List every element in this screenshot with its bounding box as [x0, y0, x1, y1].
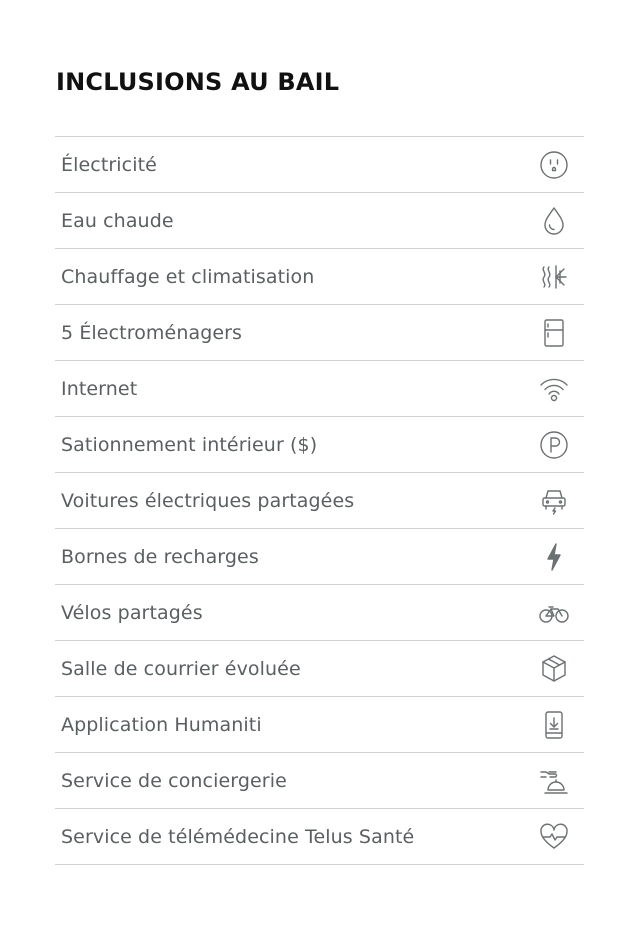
list-item — [55, 417, 584, 473]
lightning-icon — [538, 541, 570, 573]
package-icon — [538, 653, 570, 685]
list-item — [55, 529, 584, 585]
list-item — [55, 361, 584, 417]
refrigerator-icon — [538, 317, 570, 349]
list-item-label: Service de conciergerie — [61, 769, 287, 792]
concierge-icon — [538, 765, 570, 797]
list-item-label: Vélos partagés — [61, 601, 203, 624]
inclusions-list — [55, 136, 584, 865]
list-item — [55, 585, 584, 641]
list-item — [55, 193, 584, 249]
parking-icon — [538, 429, 570, 461]
list-item — [55, 473, 584, 529]
list-item — [55, 753, 584, 809]
list-item-label: Chauffage et climatisation — [61, 265, 315, 288]
list-item — [55, 249, 584, 305]
list-item-label: Électricité — [61, 153, 157, 176]
list-item-label: Application Humaniti — [61, 713, 262, 736]
list-item-label: Eau chaude — [61, 209, 174, 232]
water-drop-icon — [538, 205, 570, 237]
list-item-label: 5 Électroménagers — [61, 321, 243, 344]
list-item-label: Service de télémédecine Telus Santé — [61, 825, 415, 848]
list-item-label: Internet — [61, 377, 138, 400]
list-item — [55, 641, 584, 697]
list-item — [55, 137, 584, 193]
outlet-icon — [538, 149, 570, 181]
heart-pulse-icon — [538, 821, 570, 853]
list-item-label: Voitures électriques partagées — [61, 489, 355, 512]
bicycle-icon — [538, 597, 570, 629]
wifi-icon — [538, 373, 570, 405]
list-item-label: Sationnement intérieur ($) — [61, 433, 318, 456]
phone-download-icon — [538, 709, 570, 741]
list-item — [55, 697, 584, 753]
electric-car-icon — [538, 485, 570, 517]
list-item — [55, 305, 584, 361]
heat-snowflake-icon — [538, 261, 570, 293]
list-item-label: Bornes de recharges — [61, 545, 259, 568]
list-item — [55, 809, 584, 865]
list-item-label: Salle de courrier évoluée — [61, 657, 301, 680]
page-title: INCLUSIONS AU BAIL — [56, 68, 340, 96]
